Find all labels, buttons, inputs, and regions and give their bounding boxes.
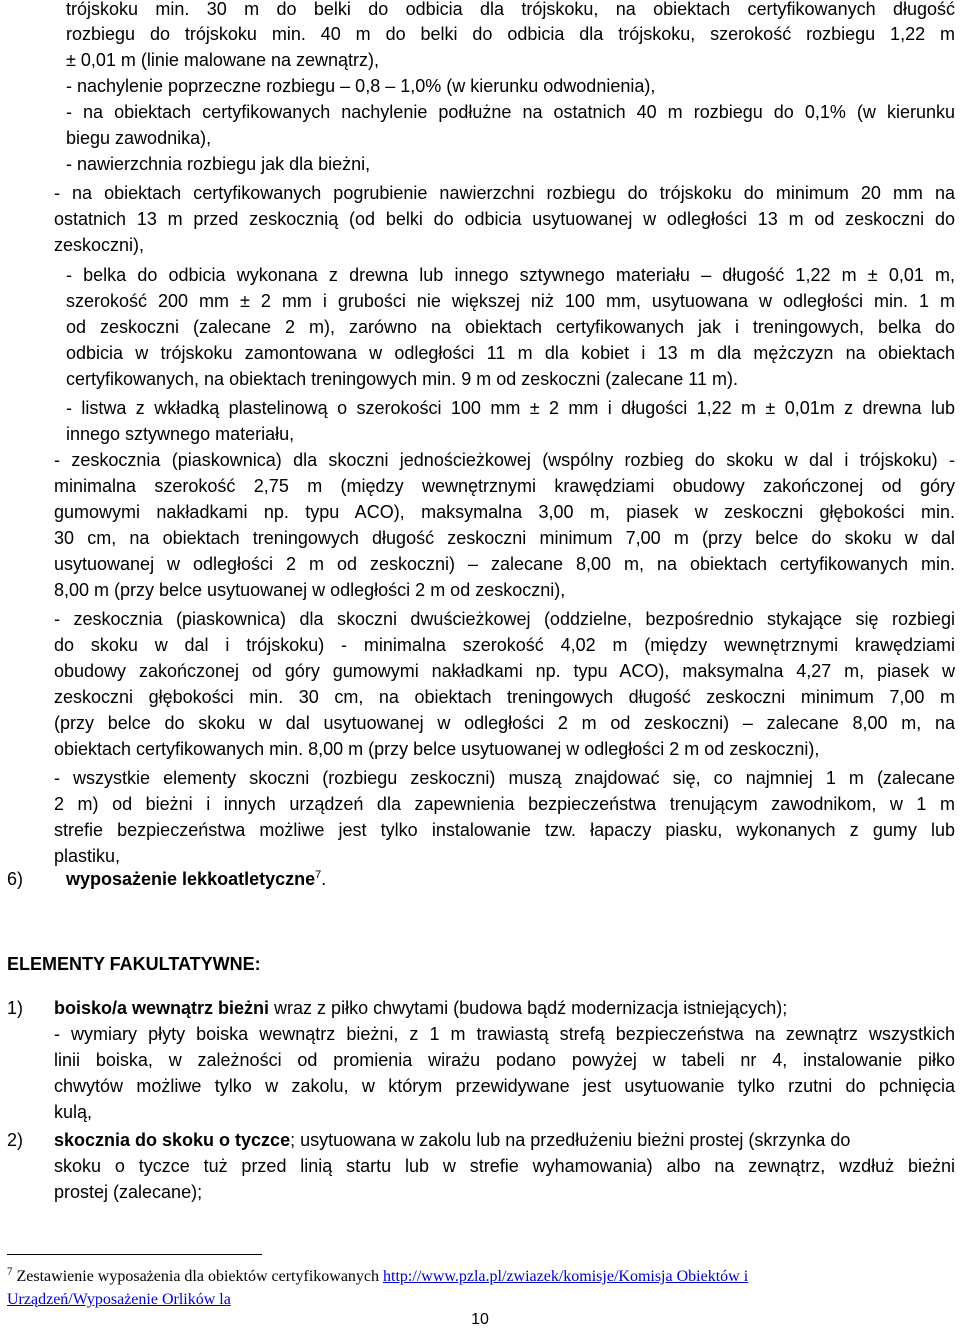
- text-line: - nawierzchnia rozbiegu jak dla bieżni,: [66, 154, 371, 174]
- footnote-text: Zestawienie wyposażenia dla obiektów certyfikowanych: [16, 1268, 380, 1285]
- text-line: - belka do odbicia wykonana z drewna lub innego sztywnego materiału – długość 1,22 m ± 0,01 m,: [66, 265, 955, 285]
- text-line: - wymiary płyty boiska wewnątrz bieżni, z 1 m trawiastą strefą bezpieczeństwa na zewnątrz wszystkich: [54, 1024, 955, 1044]
- item-2-text: ; usytuowana w zakolu lub na przedłużeniu bieżni prostej (skrzynka do: [290, 1130, 851, 1150]
- text-line: prostej (zalecane);: [54, 1182, 203, 1202]
- item-number: 6): [7, 869, 24, 889]
- text-line: od zeskoczni (zalecane 2 m), zarówno na obiektach certyfikowanych jak i treningowych, belka do: [66, 317, 955, 337]
- text-line: usytuowanej w odległości 2 m od zeskoczni) – zalecane 8,00 m, na obiektach certyfikowanych min.: [54, 554, 955, 574]
- text-line: certyfikowanych, na obiektach treningowych min. 9 m od zeskoczni (zalecane 11 m).: [66, 369, 738, 389]
- text-line: obiektach certyfikowanych min. 8,00 m (przy belce usytuowanej w odległości 2 m od zeskoczni),: [54, 739, 820, 759]
- text-line: zeskoczni),: [54, 235, 145, 255]
- text-line: szerokość 200 mm ± 2 mm i grubości nie większej niż 100 mm, usytuowana w odległości min. 1 m: [66, 291, 955, 311]
- footnote-marker: 7: [7, 1265, 13, 1278]
- text-line: 8,00 m (przy belce usytuowanej w odległości 2 m od zeskoczni),: [54, 580, 566, 600]
- text-line: chwytów możliwe tylko w zakolu, w którym przewidywane jest usytuowanie tylko rzutni do pchnięcia: [54, 1076, 955, 1096]
- text-line: 30 cm, na obiektach treningowych długość zeskoczni minimum 7,00 m (przy belce do skoku w dal: [54, 528, 955, 548]
- text-line: trójskoku min. 30 m do belki do odbicia dla trójskoku, na obiektach certyfikowanych długość: [66, 0, 955, 19]
- item-6-tail: .: [321, 869, 327, 889]
- item-number: 2): [7, 1130, 24, 1150]
- footnote-ref: 7: [315, 869, 322, 881]
- text-line: zeskoczni głębokości min. 30 cm, na obiektach treningowych długość zeskoczni minimum 7,00 m: [54, 687, 955, 707]
- text-line: minimalna szerokość 2,75 m (między wewnętrznymi krawędziami obudowy zakończonej od góry: [54, 476, 955, 496]
- text-line: - wszystkie elementy skoczni (rozbiegu zeskoczni) muszą znajdować się, co najmniej 1 m (zalecane: [54, 768, 955, 788]
- text-line: kulą,: [54, 1102, 93, 1122]
- item-2-title: skocznia do skoku o tyczce: [54, 1130, 291, 1150]
- text-line: rozbiegu do trójskoku min. 40 m do belki do odbicia dla trójskoku, szerokość rozbiegu 1,22 m: [66, 24, 955, 44]
- text-line: ostatnich 13 m przed zeskocznią (od belki do odbicia usytuowanej w odległości 13 m od zeskoczni do: [54, 209, 955, 229]
- item-1-title: boisko/a wewnątrz bieżni: [54, 998, 270, 1018]
- item-6-title: wyposażenie lekkoatletyczne: [66, 869, 316, 889]
- item-number: 1): [7, 998, 24, 1018]
- footnote-link-cont[interactable]: Urządzeń/Wyposażenie Orlików la: [7, 1291, 231, 1308]
- text-line: do skoku w dal i trójskoku) - minimalna szerokość 4,02 m (między wewnętrznymi krawędziami: [54, 635, 955, 655]
- footnote: [7, 1266, 748, 1288]
- page-number: 10: [471, 1311, 489, 1328]
- text-line: skoku o tyczce tuż przed linią startu lub w strefie wyhamowania) albo na zewnątrz, wzdłuż bieżni: [54, 1156, 955, 1176]
- text-line: - na obiektach certyfikowanych nachylenie podłużne na ostatnich 40 m rozbiegu do 0,1% (w kierunku: [66, 102, 955, 122]
- text-line: odbicia w trójskoku zamontowana w odległości 11 m dla kobiet i 13 m dla mężczyzn na obiektach: [66, 343, 955, 363]
- text-line: 2 m) od bieżni i innych urządzeń dla zapewnienia bezpieczeństwa trenującym zawodnikom, w 1 m: [54, 794, 955, 814]
- footnote-rule: [7, 1254, 262, 1255]
- text-line: ± 0,01 m (linie malowane na zewnątrz),: [66, 50, 380, 70]
- text-line: - nachylenie poprzeczne rozbiegu – 0,8 – 1,0% (w kierunku odwodnienia),: [66, 76, 656, 96]
- text-line: innego sztywnego materiału,: [66, 424, 295, 444]
- text-line: linii boiska, w zależności od promienia wirażu podano powyżej w tabeli nr 4, instalowanie piłko: [54, 1050, 955, 1070]
- text-line: - zeskocznia (piaskownica) dla skoczni jednościeżkowej (wspólny rozbieg do skoku w dal i trójskoku) -: [54, 450, 955, 470]
- section-heading: ELEMENTY FAKULTATYWNE:: [7, 954, 261, 974]
- text-line: - listwa z wkładką plastelinową o szerokości 100 mm ± 2 mm i długości 1,22 m ± 0,01m z drewna lub: [66, 398, 955, 418]
- text-line: gumowymi nakładkami np. typu ACO), maksymalna 3,00 m, piasek w zeskoczni głębokości min.: [54, 502, 955, 522]
- footnote-cont: [7, 1289, 231, 1311]
- footnote-link[interactable]: http://www.pzla.pl/zwiazek/komisje/Komisja Obiektów i: [383, 1268, 749, 1285]
- item-1-text: wraz z piłko chwytami (budowa bądź modernizacja istniejących);: [269, 998, 788, 1018]
- text-line: biegu zawodnika),: [66, 128, 212, 148]
- text-line: obudowy zakończonej od góry gumowymi nakładkami np. typu ACO), maksymalna 4,27 m, piasek w: [54, 661, 955, 681]
- text-line: - zeskocznia (piaskownica) dla skoczni dwuścieżkowej (oddzielne, bezpośrednio stykające się rozbiegi: [54, 609, 955, 629]
- text-line: strefie bezpieczeństwa możliwe jest tylko instalowanie tzw. łapaczy piasku, wykonanych z gumy lub: [54, 820, 955, 840]
- text-line: plastiku,: [54, 846, 121, 866]
- text-line: (przy belce do skoku w dal usytuowanej w odległości 2 m od zeskoczni) – zalecane 8,00 m, na: [54, 713, 955, 733]
- text-line: - na obiektach certyfikowanych pogrubienie nawierzchni rozbiegu do trójskoku do minimum 20 mm na: [54, 183, 955, 203]
